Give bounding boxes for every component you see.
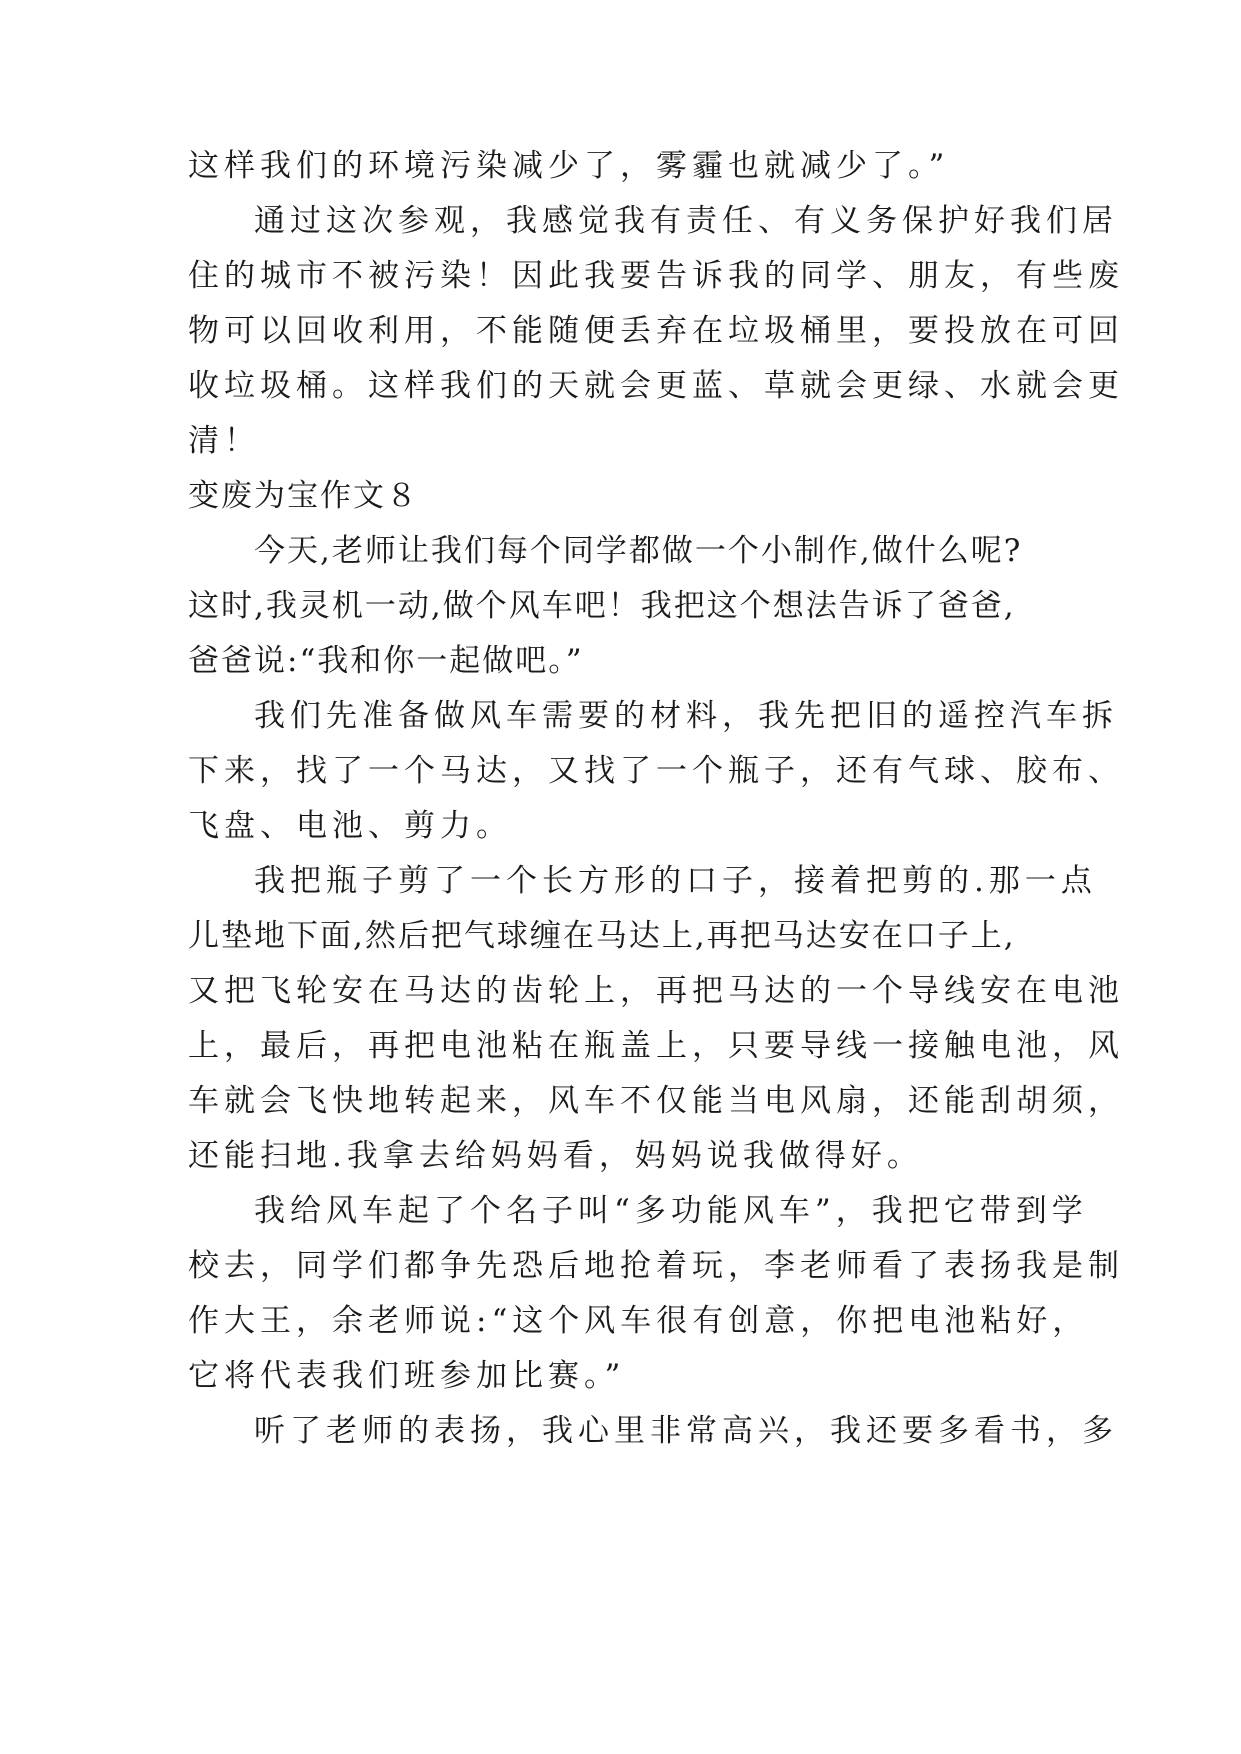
paragraph-start: 通过这次参观，我感觉我有责任、有义务保护好我们居 <box>254 203 1118 239</box>
text-line: 住的城市不被污染！因此我要告诉我的同学、朋友，有些废 <box>188 258 1124 294</box>
text-line: 还能扫地.我拿去给妈妈看，妈妈说我做得好。 <box>188 1138 923 1174</box>
paragraph-start: 今天,老师让我们每个同学都做一个小制作,做什么呢? <box>254 533 1023 569</box>
paragraph-start: 我们先准备做风车需要的材料，我先把旧的遥控汽车拆 <box>254 698 1118 734</box>
text-line: 物可以回收利用，不能随便丢弃在垃圾桶里，要投放在可回 <box>188 313 1124 349</box>
text-line: 清！ <box>188 423 260 459</box>
text-line: 它将代表我们班参加比赛。” <box>188 1358 626 1394</box>
text-line: 作大王，余老师说:“这个风车很有创意，你把电池粘好， <box>188 1303 1089 1339</box>
text-line: 儿垫地下面,然后把气球缠在马达上,再把马达安在口子上, <box>188 918 1016 954</box>
paragraph-start: 我给风车起了个名子叫“多功能风车”，我把它带到学 <box>254 1193 1088 1229</box>
text-line: 下来，找了一个马达，又找了一个瓶子，还有气球、胶布、 <box>188 753 1124 789</box>
text-line: 这样我们的环境污染减少了，雾霾也就减少了。” <box>188 148 950 184</box>
text-line: 爸爸说:“我和你一起做吧。” <box>188 643 584 679</box>
text-line: 校去，同学们都争先恐后地抢着玩，李老师看了表扬我是制 <box>188 1248 1124 1284</box>
text-line: 飞盘、电池、剪力。 <box>188 808 512 844</box>
text-line: 收垃圾桶。这样我们的天就会更蓝、草就会更绿、水就会更 <box>188 368 1124 404</box>
text-line: 这时,我灵机一动,做个风车吧！我把这个想法告诉了爸爸, <box>188 588 1016 624</box>
paragraph-start: 听了老师的表扬，我心里非常高兴，我还要多看书，多 <box>254 1413 1118 1449</box>
text-line: 又把飞轮安在马达的齿轮上，再把马达的一个导线安在电池 <box>188 973 1124 1009</box>
paragraph-start: 我把瓶子剪了一个长方形的口子，接着把剪的.那一点 <box>254 863 1097 899</box>
text-line: 上，最后，再把电池粘在瓶盖上，只要导线一接触电池，风 <box>188 1028 1124 1064</box>
text-line: 车就会飞快地转起来，风车不仅能当电风扇，还能刮胡须， <box>188 1083 1124 1119</box>
section-heading: 变废为宝作文８ <box>188 478 419 514</box>
